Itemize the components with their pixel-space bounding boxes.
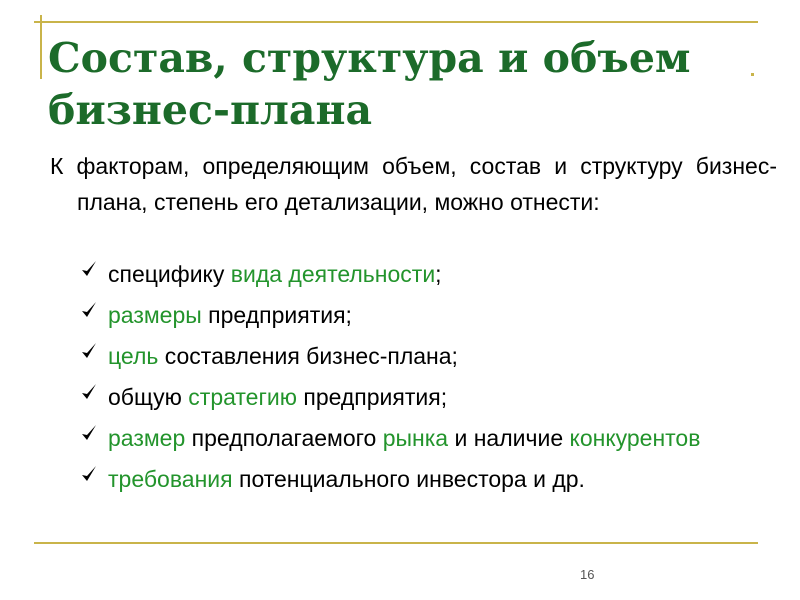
item-text: ; bbox=[435, 261, 442, 287]
item-highlight: цель bbox=[108, 343, 159, 369]
frame-left-line bbox=[40, 15, 42, 79]
checkmark-icon bbox=[80, 259, 98, 279]
list-item bbox=[78, 381, 752, 413]
frame-top-line bbox=[34, 21, 758, 23]
item-highlight: рынка bbox=[382, 425, 449, 451]
intro-text: К факторам, определяющим объем, состав и структуру бизнес-плана, степень его детализации, можно отнести: bbox=[50, 153, 777, 215]
item-text: предприятия; bbox=[201, 302, 352, 328]
decorative-dot bbox=[751, 73, 754, 76]
item-text: предприятия; bbox=[296, 384, 448, 410]
item-highlight: размеры bbox=[108, 302, 202, 328]
list-item bbox=[78, 299, 752, 331]
list-item bbox=[78, 340, 752, 372]
item-highlight: стратегию bbox=[188, 384, 297, 410]
page-number: 16 bbox=[580, 567, 595, 582]
checkmark-icon bbox=[80, 423, 98, 443]
slide-title: Состав, структура и объем бизнес-плана bbox=[48, 34, 691, 134]
item-text: предполагаемого bbox=[185, 425, 383, 451]
checkmark-icon bbox=[80, 341, 98, 361]
item-highlight: размер bbox=[108, 425, 186, 451]
checkmark-icon bbox=[80, 464, 98, 484]
item-highlight: вида деятельности bbox=[230, 261, 436, 287]
item-text: потенциального инвестора и др. bbox=[232, 466, 585, 492]
factor-list bbox=[78, 258, 752, 504]
checkmark-icon bbox=[80, 382, 98, 402]
item-highlight: требования bbox=[108, 466, 233, 492]
list-item bbox=[78, 463, 752, 495]
item-text: специфику bbox=[108, 261, 231, 287]
item-text: составления бизнес-плана; bbox=[158, 343, 458, 369]
checkmark-icon bbox=[80, 300, 98, 320]
list-item bbox=[78, 258, 752, 290]
frame-bottom-line bbox=[34, 542, 758, 544]
list-item bbox=[78, 422, 752, 454]
item-highlight: конкурентов bbox=[569, 425, 701, 451]
item-text: и наличие bbox=[448, 425, 570, 451]
item-text: общую bbox=[108, 384, 189, 410]
